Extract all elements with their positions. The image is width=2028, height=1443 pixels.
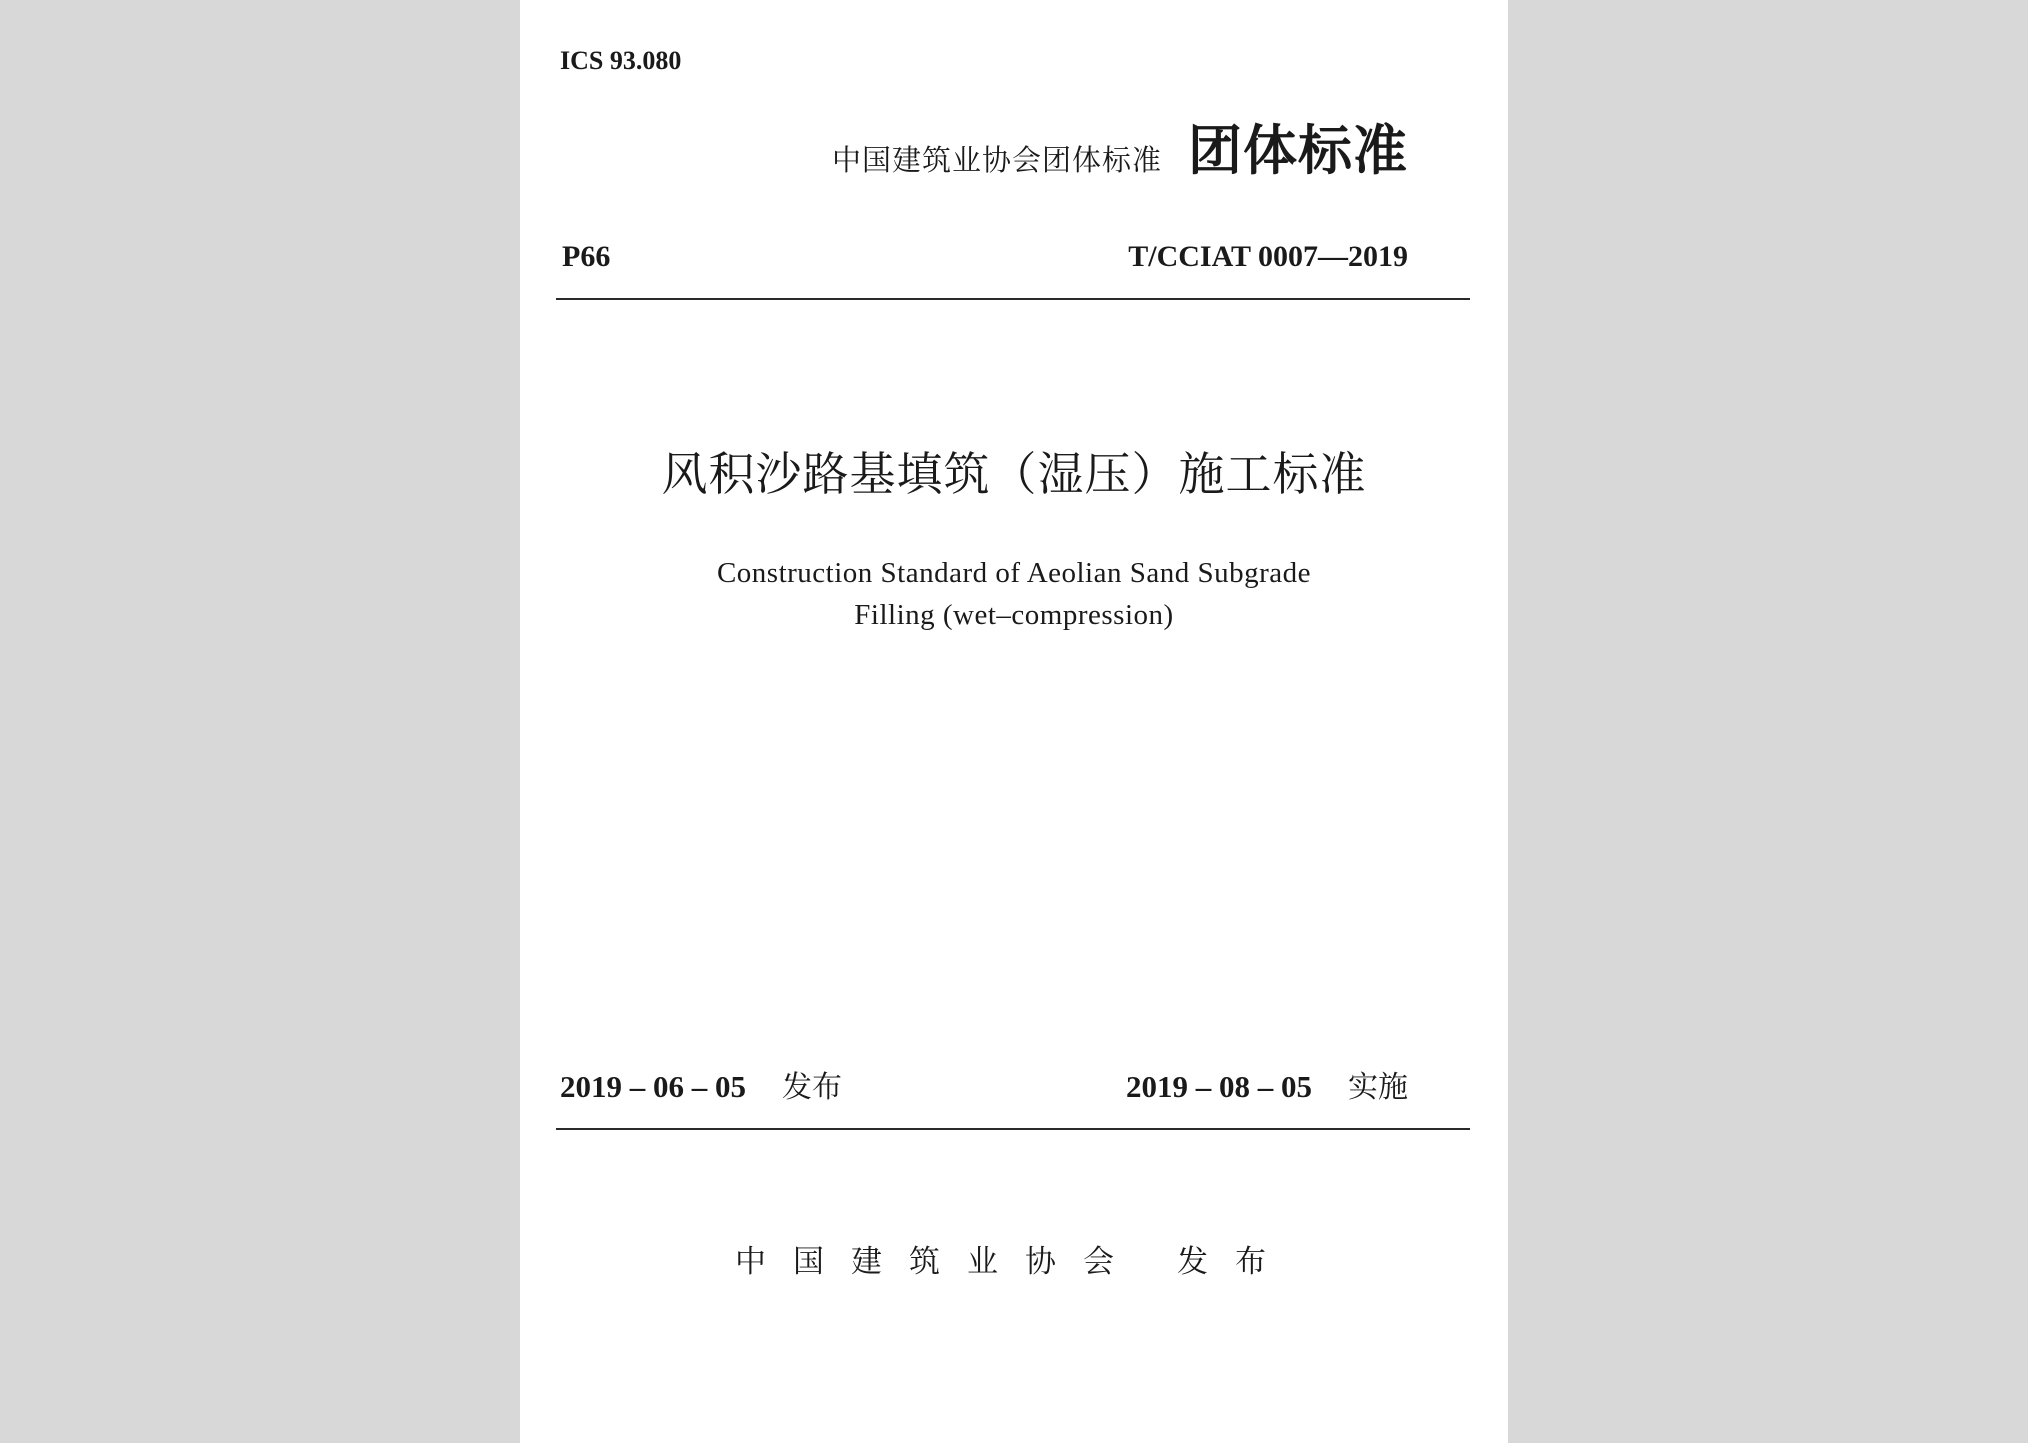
implementation-date: 2019 – 08 – 05 [1126, 1069, 1312, 1104]
header-divider [556, 298, 1470, 300]
title-english [520, 552, 1508, 636]
org-standard-line [832, 108, 1408, 185]
publisher-action: 发布 [1177, 1244, 1293, 1280]
implementation-label: 实施 [1348, 1070, 1408, 1105]
standard-type: 团体标准 [1188, 119, 1408, 182]
title-english-line2: Filling (wet–compression) [854, 599, 1174, 631]
publisher-name: 中国建筑业协会 [735, 1244, 1141, 1280]
title-chinese: 风积沙路基填筑（湿压）施工标准 [661, 447, 1367, 501]
standard-number: T/CCIAT 0007—2019 [1128, 240, 1408, 273]
implementation-date-block [1126, 1062, 1408, 1106]
issue-label: 发布 [782, 1070, 842, 1105]
issue-date: 2019 – 06 – 05 [560, 1069, 746, 1104]
classification-code: P66 [562, 240, 611, 273]
issue-date-block [560, 1062, 842, 1106]
org-standard-label: 中国建筑业协会团体标准 [831, 143, 1162, 177]
document-page [520, 0, 1508, 1443]
publisher-line [520, 1236, 1508, 1281]
footer-divider [556, 1128, 1470, 1130]
ics-code: ICS 93.080 [560, 46, 682, 75]
title-english-line1: Construction Standard of Aeolian Sand Subgrade [716, 557, 1312, 589]
